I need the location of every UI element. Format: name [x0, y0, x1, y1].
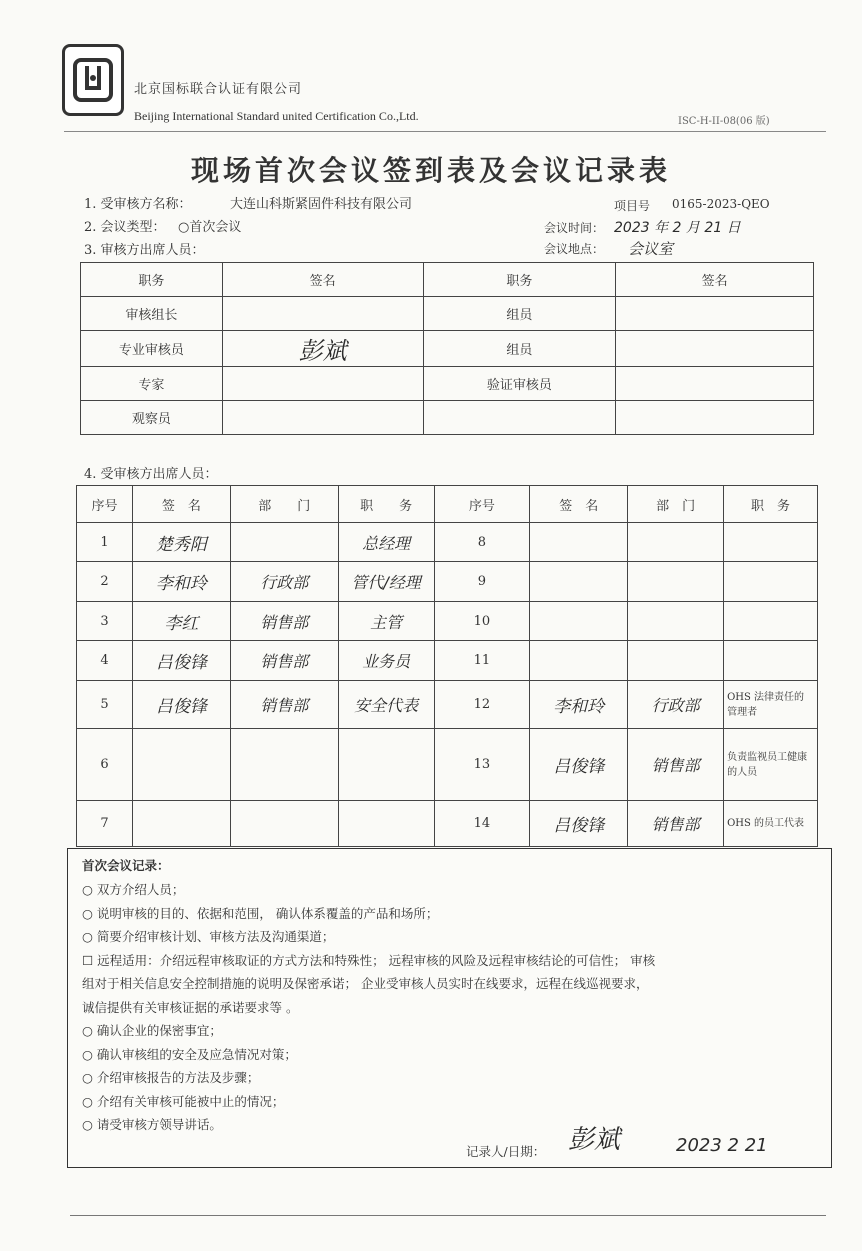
role-cell [338, 801, 434, 847]
signature-cell [530, 602, 628, 641]
header-cell: 签 名 [132, 486, 230, 523]
role-cell: OHS 法律责任的管理者 [724, 681, 818, 729]
role-cell [724, 562, 818, 602]
meeting-place-value: 会议室 [628, 240, 674, 258]
department-cell [628, 523, 724, 562]
header-cell: 部 门 [628, 486, 724, 523]
row-number-cell: 6 [77, 729, 133, 801]
department-cell [628, 562, 724, 602]
company-name-cn: 北京国标联合认证有限公司 [134, 82, 303, 97]
notes-item: ○ 简要介绍审核计划、审核方法及沟通渠道； [82, 929, 335, 944]
notes-item: ○ 确认企业的保密事宜； [82, 1023, 222, 1038]
table-row [77, 729, 818, 801]
header-cell: 职 务 [338, 486, 434, 523]
header-cell: 职务 [423, 263, 616, 297]
signature-cell [616, 367, 814, 401]
audit-team-table [80, 262, 814, 435]
row-number-cell: 2 [77, 562, 133, 602]
role-cell: 专业审核员 [81, 331, 223, 367]
signature-cell [222, 297, 423, 331]
table-row [77, 641, 818, 681]
meeting-time-label: 会议时间： [544, 221, 605, 235]
table-row [77, 523, 818, 562]
document-code: ISC-H-II-08(06 版) [678, 116, 770, 127]
notes-item: ○ 确认审核组的安全及应急情况对策； [82, 1046, 297, 1062]
notes-item: ○ 介绍审核报告的方法及步骤； [82, 1070, 260, 1085]
role-cell: 管代/经理 [338, 562, 434, 602]
header-cell: 序号 [434, 486, 530, 523]
department-cell: 行政部 [230, 562, 338, 602]
row-number-cell: 14 [434, 801, 530, 847]
table-row [81, 331, 814, 367]
department-cell: 销售部 [230, 641, 338, 681]
meeting-place-label: 会议地点： [544, 242, 605, 256]
role-cell: 主管 [338, 602, 434, 641]
role-cell: 验证审核员 [423, 367, 616, 401]
notes-item: ○ 介绍有关审核可能被中止的情况； [82, 1093, 285, 1109]
role-cell [338, 729, 434, 801]
signature-cell: 彭斌 [222, 331, 423, 367]
bisc-logo-icon [71, 54, 115, 106]
role-cell: 专家 [81, 367, 223, 401]
row-number-cell: 3 [77, 602, 133, 641]
audit-team-label: 3. 审核方出席人员： [84, 243, 205, 258]
meeting-time-value: 2023 年 2 月 21 日 [614, 220, 741, 236]
department-cell [628, 602, 724, 641]
row-number-cell: 4 [77, 641, 133, 681]
org-label: 1. 受审核方名称： [84, 197, 192, 212]
role-cell: 总经理 [338, 523, 434, 562]
role-cell: 业务员 [338, 641, 434, 681]
signature-cell [530, 641, 628, 681]
header-cell: 职 务 [724, 486, 818, 523]
auditee-label: 4. 受审核方出席人员： [84, 467, 218, 482]
role-cell: 负责监视员工健康的人员 [724, 729, 818, 801]
department-cell: 销售部 [628, 729, 724, 801]
meeting-type-value: ○首次会议 [178, 220, 242, 235]
row-number-cell: 7 [77, 801, 133, 847]
recorder-label: 记录人/日期： [466, 1144, 546, 1159]
auditee-table [76, 485, 818, 847]
header-cell: 签名 [616, 263, 814, 297]
table-row [81, 297, 814, 331]
table-row [77, 681, 818, 729]
notes-item: ○ 请受审核方领导讲话。 [82, 1117, 222, 1132]
audit-team-header-row [81, 263, 814, 297]
table-row [81, 367, 814, 401]
table-row [77, 801, 818, 847]
role-cell [724, 641, 818, 681]
notes-item: 诚信提供有关审核证据的承诺要求等 。 [82, 999, 299, 1015]
signature-cell [616, 331, 814, 367]
department-cell [628, 641, 724, 681]
auditee-header-row [77, 486, 818, 523]
page-title: 现场首次会议签到表及会议记录表 [190, 154, 671, 187]
role-cell: 组员 [423, 297, 616, 331]
table-row [77, 602, 818, 641]
role-cell [724, 523, 818, 562]
notes-item: ☐ 远程适用：介绍远程审核取证的方式方法和特殊性； 远程审核的风险及远程审核结论的可信性； 审核 [82, 952, 656, 968]
department-cell: 行政部 [628, 681, 724, 729]
signature-cell: 吕俊锋 [530, 801, 628, 847]
department-cell [230, 801, 338, 847]
footer-divider [70, 1215, 826, 1216]
company-logo [62, 44, 124, 116]
table-row [77, 562, 818, 602]
notes-item: 组对于相关信息安全控制措施的说明及保密承诺； 企业受审核人员实时在线要求，远程在线巡视要求， [82, 976, 649, 991]
signature-cell [132, 729, 230, 801]
role-cell [724, 602, 818, 641]
signature-cell: 李和玲 [530, 681, 628, 729]
recorder-date: 2023 2 21 [676, 1135, 768, 1156]
meeting-type-label: 2. 会议类型： [84, 220, 166, 235]
department-cell: 销售部 [230, 602, 338, 641]
header-cell: 签 名 [530, 486, 628, 523]
header-cell: 职务 [81, 263, 223, 297]
signature-cell: 李红 [132, 602, 230, 641]
recorder-signature: 彭斌 [568, 1125, 621, 1155]
table-row [81, 401, 814, 435]
project-label: 项目号 [614, 199, 651, 213]
notes-item: ○ 双方介绍人员； [82, 882, 185, 897]
role-cell: 观察员 [81, 401, 223, 435]
header-divider [64, 131, 826, 132]
signature-cell [616, 401, 814, 435]
signature-cell [530, 523, 628, 562]
role-cell: 组员 [423, 331, 616, 367]
signature-cell: 楚秀阳 [132, 523, 230, 562]
signature-cell [222, 401, 423, 435]
meeting-notes-box [67, 848, 832, 1168]
signature-cell [616, 297, 814, 331]
org-value: 大连山科斯紧固件科技有限公司 [230, 197, 413, 212]
row-number-cell: 11 [434, 641, 530, 681]
signature-cell: 吕俊锋 [132, 681, 230, 729]
role-cell: 审核组长 [81, 297, 223, 331]
notes-heading: 首次会议记录： [82, 858, 170, 873]
project-value: 0165-2023-QEO [672, 197, 770, 211]
signature-cell: 李和玲 [132, 562, 230, 602]
row-number-cell: 13 [434, 729, 530, 801]
header-cell: 序号 [77, 486, 133, 523]
company-name-en: Beijing International Standard united Certification Co.,Ltd. [134, 109, 419, 123]
signature-cell [530, 562, 628, 602]
notes-item: ○ 说明审核的目的、依据和范围， 确认体系覆盖的产品和场所； [82, 905, 439, 921]
row-number-cell: 1 [77, 523, 133, 562]
department-cell: 销售部 [628, 801, 724, 847]
role-cell: OHS 的员工代表 [724, 801, 818, 847]
role-cell [423, 401, 616, 435]
department-cell: 销售部 [230, 681, 338, 729]
signature-cell [222, 367, 423, 401]
row-number-cell: 10 [434, 602, 530, 641]
header-cell: 签名 [222, 263, 423, 297]
row-number-cell: 12 [434, 681, 530, 729]
signature-cell [132, 801, 230, 847]
header-cell: 部 门 [230, 486, 338, 523]
signature-cell: 吕俊锋 [530, 729, 628, 801]
role-cell: 安全代表 [338, 681, 434, 729]
department-cell [230, 729, 338, 801]
row-number-cell: 5 [77, 681, 133, 729]
row-number-cell: 8 [434, 523, 530, 562]
department-cell [230, 523, 338, 562]
row-number-cell: 9 [434, 562, 530, 602]
signature-cell: 吕俊锋 [132, 641, 230, 681]
